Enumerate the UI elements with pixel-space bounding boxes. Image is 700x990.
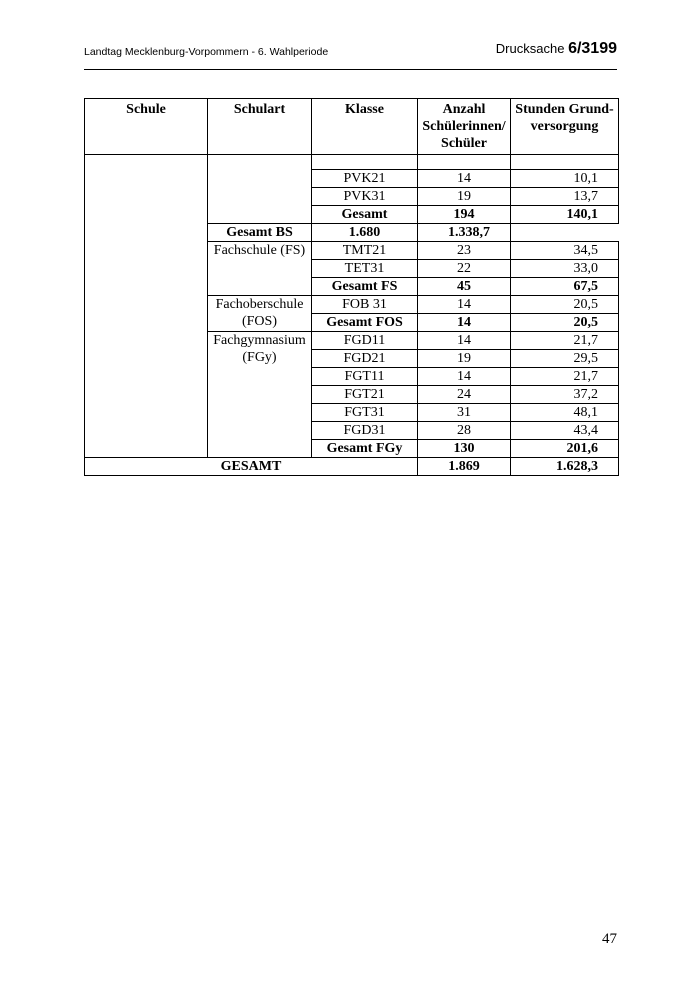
anzahl-cell: 23 bbox=[418, 242, 511, 260]
klasse-cell: Gesamt FOS bbox=[312, 314, 418, 332]
page-number: 47 bbox=[602, 931, 617, 947]
document-number-value: 6/3199 bbox=[568, 40, 617, 57]
klasse-cell: PVK21 bbox=[312, 170, 418, 188]
stunden-cell: 20,5 bbox=[511, 296, 619, 314]
document-number bbox=[496, 40, 617, 58]
stunden-cell: 48,1 bbox=[511, 404, 619, 422]
total-stunden: 1.628,3 bbox=[511, 458, 619, 476]
schulart-cell: Fachgymnasium (FGy) bbox=[208, 332, 312, 458]
klasse-cell: Gesamt FGy bbox=[312, 440, 418, 458]
klasse-cell: Gesamt bbox=[312, 206, 418, 224]
anzahl-cell: 45 bbox=[418, 278, 511, 296]
column-header-anzahl: Anzahl Schülerinnen/ Schüler bbox=[418, 99, 511, 155]
stunden-cell: 13,7 bbox=[511, 188, 619, 206]
anzahl-cell: 130 bbox=[418, 440, 511, 458]
schulart-cell-empty bbox=[208, 155, 312, 224]
stunden-cell: 21,7 bbox=[511, 368, 619, 386]
header-title: Landtag Mecklenburg-Vorpommern - 6. Wahlperiode bbox=[84, 46, 329, 58]
anzahl-cell: 14 bbox=[418, 332, 511, 350]
stunden-cell: 33,0 bbox=[511, 260, 619, 278]
klasse-cell: FGD11 bbox=[312, 332, 418, 350]
klasse-cell: TET31 bbox=[312, 260, 418, 278]
column-header-klasse: Klasse bbox=[312, 99, 418, 155]
klasse-cell: Gesamt BS bbox=[208, 224, 312, 242]
table-header-row bbox=[85, 99, 619, 155]
klasse-cell: FGD21 bbox=[312, 350, 418, 368]
klasse-cell: FOB 31 bbox=[312, 296, 418, 314]
anzahl-cell: 14 bbox=[418, 170, 511, 188]
klasse-cell: Gesamt FS bbox=[312, 278, 418, 296]
schulart-cell: Fachschule (FS) bbox=[208, 242, 312, 296]
total-row bbox=[85, 458, 619, 476]
klasse-cell: TMT21 bbox=[312, 242, 418, 260]
stunden-cell: 43,4 bbox=[511, 422, 619, 440]
stunden-cell: 29,5 bbox=[511, 350, 619, 368]
klasse-cell: FGT31 bbox=[312, 404, 418, 422]
anzahl-cell: 194 bbox=[418, 206, 511, 224]
anzahl-cell: 19 bbox=[418, 188, 511, 206]
stunden-cell: 20,5 bbox=[511, 314, 619, 332]
column-header-stunden: Stunden Grund-versorgung bbox=[511, 99, 619, 155]
document-number-label: Drucksache bbox=[495, 41, 565, 56]
stunden-cell: 34,5 bbox=[511, 242, 619, 260]
anzahl-cell: 14 bbox=[418, 296, 511, 314]
stunden-cell: 140,1 bbox=[511, 206, 619, 224]
klasse-cell: FGT21 bbox=[312, 386, 418, 404]
stunden-cell: 201,6 bbox=[511, 440, 619, 458]
stunden-cell: 37,2 bbox=[511, 386, 619, 404]
stunden-cell: 21,7 bbox=[511, 332, 619, 350]
anzahl-cell: 24 bbox=[418, 386, 511, 404]
anzahl-cell: 22 bbox=[418, 260, 511, 278]
column-header-schulart: Schulart bbox=[208, 99, 312, 155]
klasse-cell: FGT11 bbox=[312, 368, 418, 386]
stunden-cell: 67,5 bbox=[511, 278, 619, 296]
anzahl-cell: 14 bbox=[418, 314, 511, 332]
stunden-cell: 10,1 bbox=[511, 170, 619, 188]
column-header-schule: Schule bbox=[85, 99, 208, 155]
klasse-cell: FGD31 bbox=[312, 422, 418, 440]
anzahl-cell: 19 bbox=[418, 350, 511, 368]
total-anzahl: 1.869 bbox=[418, 458, 511, 476]
klasse-cell: PVK31 bbox=[312, 188, 418, 206]
anzahl-cell: 14 bbox=[418, 368, 511, 386]
stunden-cell: 1.338,7 bbox=[418, 224, 511, 242]
schulart-cell: Fachoberschule (FOS) bbox=[208, 296, 312, 332]
anzahl-cell: 31 bbox=[418, 404, 511, 422]
data-table bbox=[84, 98, 619, 476]
total-label: GESAMT bbox=[85, 458, 418, 476]
spacer-row bbox=[85, 155, 619, 170]
header-divider bbox=[84, 69, 617, 70]
anzahl-cell: 28 bbox=[418, 422, 511, 440]
anzahl-cell: 1.680 bbox=[312, 224, 418, 242]
schule-cell bbox=[85, 155, 208, 458]
